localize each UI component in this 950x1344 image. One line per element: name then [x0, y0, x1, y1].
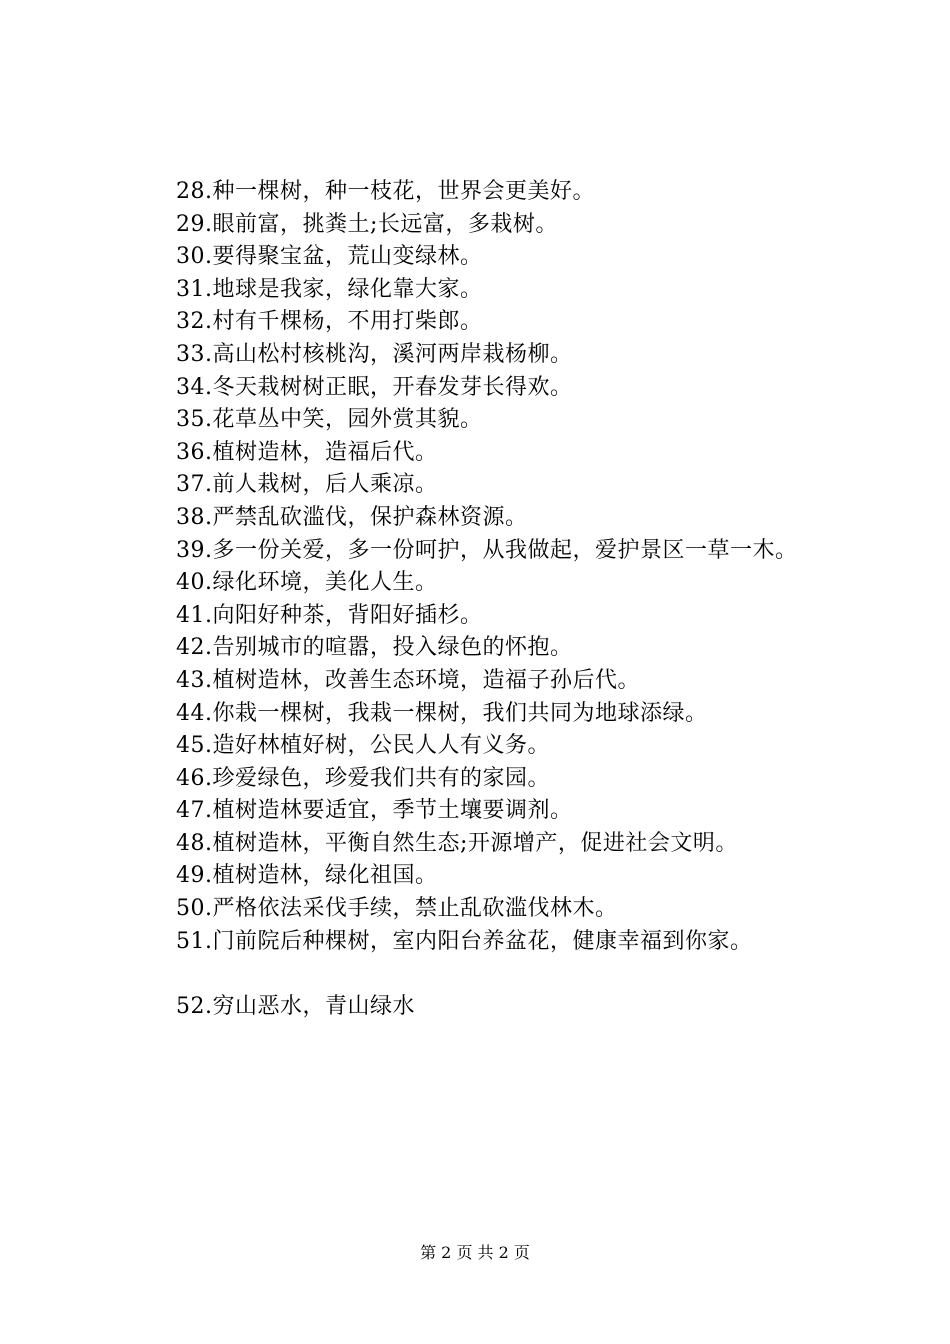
- list-item: 46.珍爱绿色，珍爱我们共有的家园。: [176, 765, 550, 791]
- list-item: 33.高山松村核桃沟，溪河两岸栽杨柳。: [176, 341, 573, 367]
- paragraph-gap: [128, 958, 828, 991]
- list-item: 32.村有千棵杨，不用打柴郎。: [176, 309, 483, 335]
- list-item: 36.植树造林，造福后代。: [176, 439, 438, 465]
- list-item: 52.穷山恶水，青山绿水: [176, 994, 415, 1020]
- list-item: 41.向阳好种茶，背阳好插杉。: [176, 602, 483, 628]
- list-item: 45.造好林植好树，公民人人有义务。: [176, 733, 550, 759]
- list-item: 28.种一棵树，种一枝花，世界会更美好。: [176, 179, 595, 204]
- list-item: 39.多一份关爱，多一份呵护，从我做起，爱护景区一草一木。: [176, 537, 798, 563]
- list-item: 38.严禁乱砍滥伐，保护森林资源。: [176, 504, 528, 530]
- list-item: 47.植树造林要适宜，季节土壤要调剂。: [176, 798, 573, 824]
- list-item: 29.眼前富，挑粪土;长远富，多栽树。: [176, 211, 558, 237]
- list-item: 37.前人栽树，后人乘凉。: [176, 472, 438, 498]
- list-item: 31.地球是我家，绿化靠大家。: [176, 276, 483, 302]
- list-item: 34.冬天栽树树正眠，开春发芽长得欢。: [176, 374, 573, 400]
- list-item: 48.植树造林，平衡自然生态;开源增产，促进社会文明。: [176, 830, 738, 856]
- page-footer: [0, 1243, 950, 1263]
- list-item: 43.植树造林，改善生态环境，造福子孙后代。: [176, 667, 640, 693]
- list-item: 40.绿化环境，美化人生。: [176, 570, 438, 596]
- document-body: [128, 176, 828, 1024]
- list-item: 42.告别城市的喧嚣，投入绿色的怀抱。: [176, 635, 573, 661]
- list-item: 30.要得聚宝盆，荒山变绿林。: [176, 244, 483, 270]
- list-item: 51.门前院后种棵树，室内阳台养盆花，健康幸福到你家。: [176, 928, 753, 954]
- list-item: 35.花草丛中笑，园外赏其貌。: [176, 407, 483, 433]
- list-item: 44.你栽一棵树，我栽一棵树，我们共同为地球添绿。: [176, 700, 708, 726]
- list-item: 50.严格依法采伐手续，禁止乱砍滥伐林木。: [176, 896, 618, 922]
- page-number: 第 2 页 共 2 页: [420, 1243, 530, 1262]
- list-item: 49.植树造林，绿化祖国。: [176, 863, 438, 889]
